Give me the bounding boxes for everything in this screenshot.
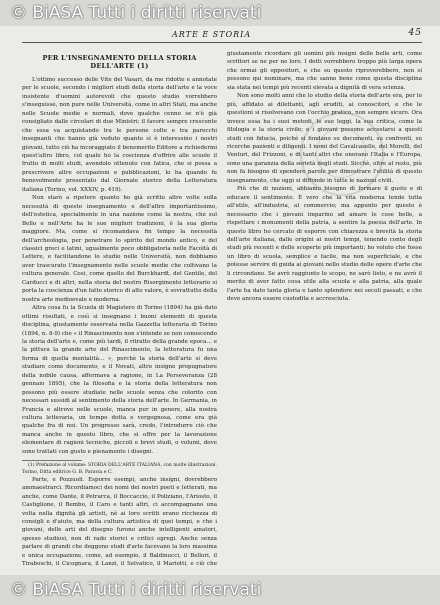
paragraph: Non starò a ripetere quanto ho già scritto altre volte sulla necessità di questo insegnamento e dell'altro importantissimo, dell'estetica, specialmente in una nazione come la nostra, che sul Bello e nell'Arte ha le sue migliori tradizioni, è la sua gloria maggiore. Ma, come si ricomandava fin tempo la necessità dell'archeologia, per penetrare lo spirito del mondo antico, e del classici greci e latini, ugualmente poco obbligatoria nelle Facoltà di Lettere, e facilitandone lo studio nelle Università, non dobbiamo aver trascurato l'insegnamento nelle scuole medie che coltivano la cultura generale. Cosi, come quello del Burckhardt, del Gentile, del Carducci e di altri, nella storia del nostro Risorgimento letterario si porta la coscienza d'un fatto storico di alto valore, è sovrattutto della nostra arte medioevale e moderna. (22, 195, 217, 303)
library-stamp-inner (316, 128, 366, 178)
paragraph: Parte, e Pozzuoli. Esporre esempi, anche insigni, dovrebbero ammaestrarci. Ricordiamoci dei nomi dei nostri poeti e letterati, ma anche, come Dante, il Petrarca, il Boccaccio, il Poliziano, l'Ariosto, il Castiglione, il Bembo, il Caro e tanti altri, ci accompagnano una volta nella dignità gli artisti, nè ai loro scritti erano ricchezza di consigli e d'aiuto, ma della cultura artistica di quei tempi, e che i giovani, delle arti del disegno furono anche intelligenti amatori, spesso studiosi, non di rado storici e critici egregi. Anche senza parlare di grandi che deggono studi d'arte facevano la loro massima e unica occupazione, come, ad esempio, il Baldinucci, il Bellori, il Tiraboschi, il Cicognara, il Lanzi, il Selvatico, il Mariotti, e ciò che giustamente ricordare gli uomini più insigni delle belle arti, come scrittori se ne per ne loro. I dotti vorrebbero troppo più larga opera che ormai gli oppositori, e che su questo riproverebbero, non si possono qui nominare, ma che sanno bene come questa disciplina sia stata nei tempi più recenti elevata a dignità di vera scienza. (22, 51, 422, 568)
running-head (22, 28, 422, 43)
paragraph: L'ottimo successo delle Vite del Vasari, da me ridotte e annotate per le scuole, secondo i migliori studi della storia dell'arte e la voce insistente d'uomini autorevoli che questo studio vorrebbero s'inseguisse, non pure nelle Università, come in altri Stati, ma anche nelle Scuole medie e normali, dove qualche cenno se n'è già consigliato dalle circolari di due Ministri; il favore sempre crescente che essa va acquistando tra le persone colte e tra parecchi insegnanti che hanno già veduto quanto si è interessino i nostri giovani, tutto ciò ha incoraggiato il benemerito Editore a richiedermi quest'altro libro, col quale ho la coscienza d'offrire alle scuole il frutto di molti studi, avendolo ottenuto con fatica, che si possa a prescrivere altre occupazioni e pubblicazioni, lo ha quando fu benevolmente presentato dal Giornale storico della Letteratura italiana (Torino, vol. XXXIV, p. 419). (22, 76, 217, 193)
library-stamp (300, 112, 384, 196)
paragraph: Più che di nozioni, abbiamo bisogno di formare il gusto e di educare il sentimento. È vero che la vita moderna tende tutta all'utile, all'industria, al commercio; ma appunto per questo è necessario che i giovani imparino ad amare le cose belle, a rispettare i monumenti della patria, a sentire la poesia dell'arte. In questo libro ho cercato di esporre con chiarezza e brevità la storia dell'arte italiana, dalle origini ai nostri tempi, tenendo conto degli studi più recenti e delle scoperte più importanti; ho voluto che fosse un libro di scuola, semplice e facile, ma non superficiale, e che potesse servire di guida ai giovani nello studio delle opere d'arte che li circondano. Se avrò raggiunto lo scopo, ne sarò lieto, e ne avrò il merito di aver fatto cosa utile alla scuola e alla patria, alla quale l'arte ha dato tanta gloria e tanto splendore nei secoli passati, e che deve ancora essere custodita e accresciuta. (227, 186, 422, 303)
footnote: (1) Prefazione al volume: STORIA DELL'ARTE ITALIANA, con molte illustrazioni. Torino, Ditta editrice G. B. Paravia e C. (22, 463, 217, 475)
article-title: PER L'INSEGNAMENTO DELLA STORIA DELL'ARTE (1) (42, 54, 197, 71)
watermark-bottom: © BiASA Tutti i diritti riservati (0, 575, 440, 605)
page-number: 45 (408, 28, 422, 38)
watermark-top: © BiASA Tutti i diritti riservati (0, 0, 440, 26)
section-title: ARTE E STORIA (172, 30, 252, 39)
paragraph: Non sono molti anni che lo studio della storia dell'arte era, per lo più, affidato ai dilettanti, agli eruditi, ai conoscitori, e che le questioni si risolvevano con l'occhio pratico, non sempre sicuro. Ora invece essa ha i suoi metodi, le sue leggi, la sua critica, come la filologia e la storia civile; e i giovani possono accostarsi a questi studi con fiducia, poichè si fondano su documenti, su confronti, su ricerche pazienti e diligenti. I nomi del Cavalcaselle, del Morelli, del Venturi, del Frizzoni, e di tanti altri che onorano l'Italia e l'Europa, sono una garanzia della serietà degli studi. Sicchè, oltre al resto, più non fa bisogno di spendere parole per dimostrare l'utilità di questo insegnamento, che oggi si diffonde in tutte le nazioni civili. (227, 93, 422, 184)
paragraph: Altra cosa fu la Scuola di Magistero di Torino (1894) ha già dato ottimi risultati, e così si insegnano i buoni elementi di questa disciplina, giustamente osservata nella Gazzetta letteraria di Torino (1894, n. 8-9) che « il Rinascimento non s'intende se non conoscendo la storia dell'arte e, come più tardi, il ritratto della grande epoca... e la pittura la grande arte del Rinascimento, la letteratura fu una forma di quella mentalità... », perchè la storia dell'arte si deve studiare come documento, e il Novati, altro insigne propugnatore della nobile causa, affermava a ragione, in La Perseveranza (28 gennaio 1895), che la filosofia e la storia della letteratura non possono più essere studiate nelle scuole senza che colorito con necessari sussidi al sentimento della storia dell'arte. In Germania, in Francia e altrove nelle scuole, manca pur in genere, alla nostra cultura letteraria, un tempo dotta e vergognosa, come era già qualche fra di noi. Un progresso sarà, credo, l'introdurre ciò che manca anche in questo libro, che si offre per la lavorazione elementare di ragioni tecniche, piccoli e brevi studi, o volumi, dove sono trattati con gusto e pienamente i disegni. (22, 305, 217, 455)
footnote-rule (22, 460, 82, 461)
